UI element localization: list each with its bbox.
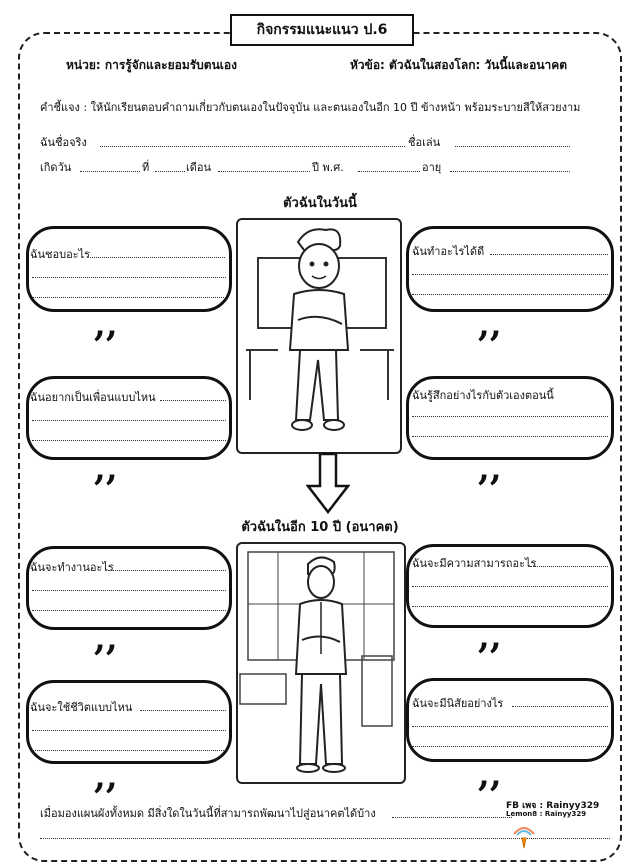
quote-mark-icon: ,, — [478, 617, 502, 657]
real-name-label: ฉันชื่อจริง — [40, 136, 87, 149]
real-name-line[interactable] — [100, 146, 405, 147]
answer-line[interactable] — [32, 610, 226, 611]
answer-line[interactable] — [412, 274, 608, 275]
answer-line[interactable] — [32, 590, 226, 591]
answer-line[interactable] — [412, 416, 608, 417]
unit-label: หน่วย: การรู้จักและยอมรับตนเอง — [66, 58, 237, 72]
quote-mark-icon: ,, — [94, 305, 118, 345]
year-line[interactable] — [358, 171, 420, 172]
today-heading: ตัวฉันในวันนี้ — [283, 196, 357, 211]
quote-mark-icon: ,, — [478, 305, 502, 345]
nickname-label: ชื่อเล่น — [408, 136, 441, 149]
answer-line[interactable] — [32, 420, 226, 421]
q-what-i-like: ฉันชอบอะไร — [30, 248, 91, 261]
quote-mark-icon: ,, — [478, 755, 502, 795]
today-boy-illustration — [236, 218, 402, 454]
answer-line[interactable] — [412, 726, 608, 727]
q-future-job: ฉันจะทำงานอะไร — [30, 561, 114, 574]
answer-line[interactable] — [140, 710, 226, 711]
bubble-what-i-like — [26, 226, 232, 312]
quote-mark-icon: ,, — [94, 619, 118, 659]
bubble-future-habit — [406, 678, 614, 762]
bubble-future-life — [26, 680, 232, 764]
quote-mark-icon: ,, — [94, 757, 118, 797]
credit-lemon8: Lemon8 : Rainyy329 — [506, 810, 587, 818]
q-good-at: ฉันทำอะไรได้ดี — [412, 245, 485, 258]
bubble-good-at — [406, 226, 614, 312]
topic-label: หัวข้อ: ตัวฉันในสองโลก: วันนี้และอนาคต — [350, 58, 568, 72]
answer-line[interactable] — [32, 277, 226, 278]
reflection-line[interactable] — [392, 817, 512, 818]
answer-line[interactable] — [412, 606, 608, 607]
answer-line[interactable] — [412, 436, 608, 437]
answer-line[interactable] — [32, 730, 226, 731]
answer-line[interactable] — [90, 257, 225, 258]
date-label: ที่ — [142, 161, 150, 174]
pencil-rainbow-icon — [512, 822, 536, 850]
credit-fb: FB เพจ : Rainyy329 — [506, 801, 600, 811]
quote-mark-icon: ,, — [94, 449, 118, 489]
worksheet-title: กิจกรรมแนะแนว ป.6 — [230, 14, 414, 46]
age-label: อายุ — [422, 161, 442, 174]
nickname-line[interactable] — [455, 146, 570, 147]
q-feel-now: ฉันรู้สึกอย่างไรกับตัวเองตอนนี้ — [412, 389, 554, 402]
q-future-life: ฉันจะใช้ชีวิตแบบไหน — [30, 701, 133, 714]
answer-line[interactable] — [160, 400, 226, 401]
born-day-label: เกิดวัน — [40, 161, 72, 174]
future-man-illustration — [236, 542, 406, 784]
answer-line[interactable] — [530, 566, 608, 567]
quote-mark-icon: ,, — [478, 449, 502, 489]
answer-line[interactable] — [32, 750, 226, 751]
answer-line[interactable] — [512, 706, 608, 707]
reflection-question: เมื่อมองแผนผังทั้งหมด มีสิ่งใดในวันนี้ที่สามารถพัฒนาไปสู่อนาคตได้บ้าง — [40, 807, 376, 820]
future-heading: ตัวฉันในอีก 10 ปี (อนาคต) — [241, 520, 399, 535]
answer-line[interactable] — [412, 746, 608, 747]
down-arrow-icon — [306, 452, 350, 514]
month-label: เดือน — [186, 161, 212, 174]
date-line[interactable] — [155, 171, 185, 172]
month-line[interactable] — [218, 171, 310, 172]
age-line[interactable] — [450, 171, 570, 172]
answer-line[interactable] — [32, 440, 226, 441]
q-friend-type: ฉันอยากเป็นเพื่อนแบบไหน — [30, 391, 156, 404]
answer-line[interactable] — [108, 570, 226, 571]
answer-line[interactable] — [412, 586, 608, 587]
answer-line[interactable] — [412, 294, 608, 295]
year-label: ปี พ.ศ. — [312, 161, 344, 174]
born-day-line[interactable] — [80, 171, 140, 172]
answer-line[interactable] — [490, 254, 608, 255]
q-future-ability: ฉันจะมีความสามารถอะไร — [412, 557, 537, 570]
q-future-habit: ฉันจะมีนิสัยอย่างไร — [412, 697, 504, 710]
instruction: คำชี้แจง : ให้นักเรียนตอบคำถามเกี่ยวกับตนเองในปัจจุบัน และตนเองในอีก 10 ปี ข้างหน้า พร้อมระบายสีให้สวยงาม — [40, 101, 581, 114]
answer-line[interactable] — [32, 297, 226, 298]
